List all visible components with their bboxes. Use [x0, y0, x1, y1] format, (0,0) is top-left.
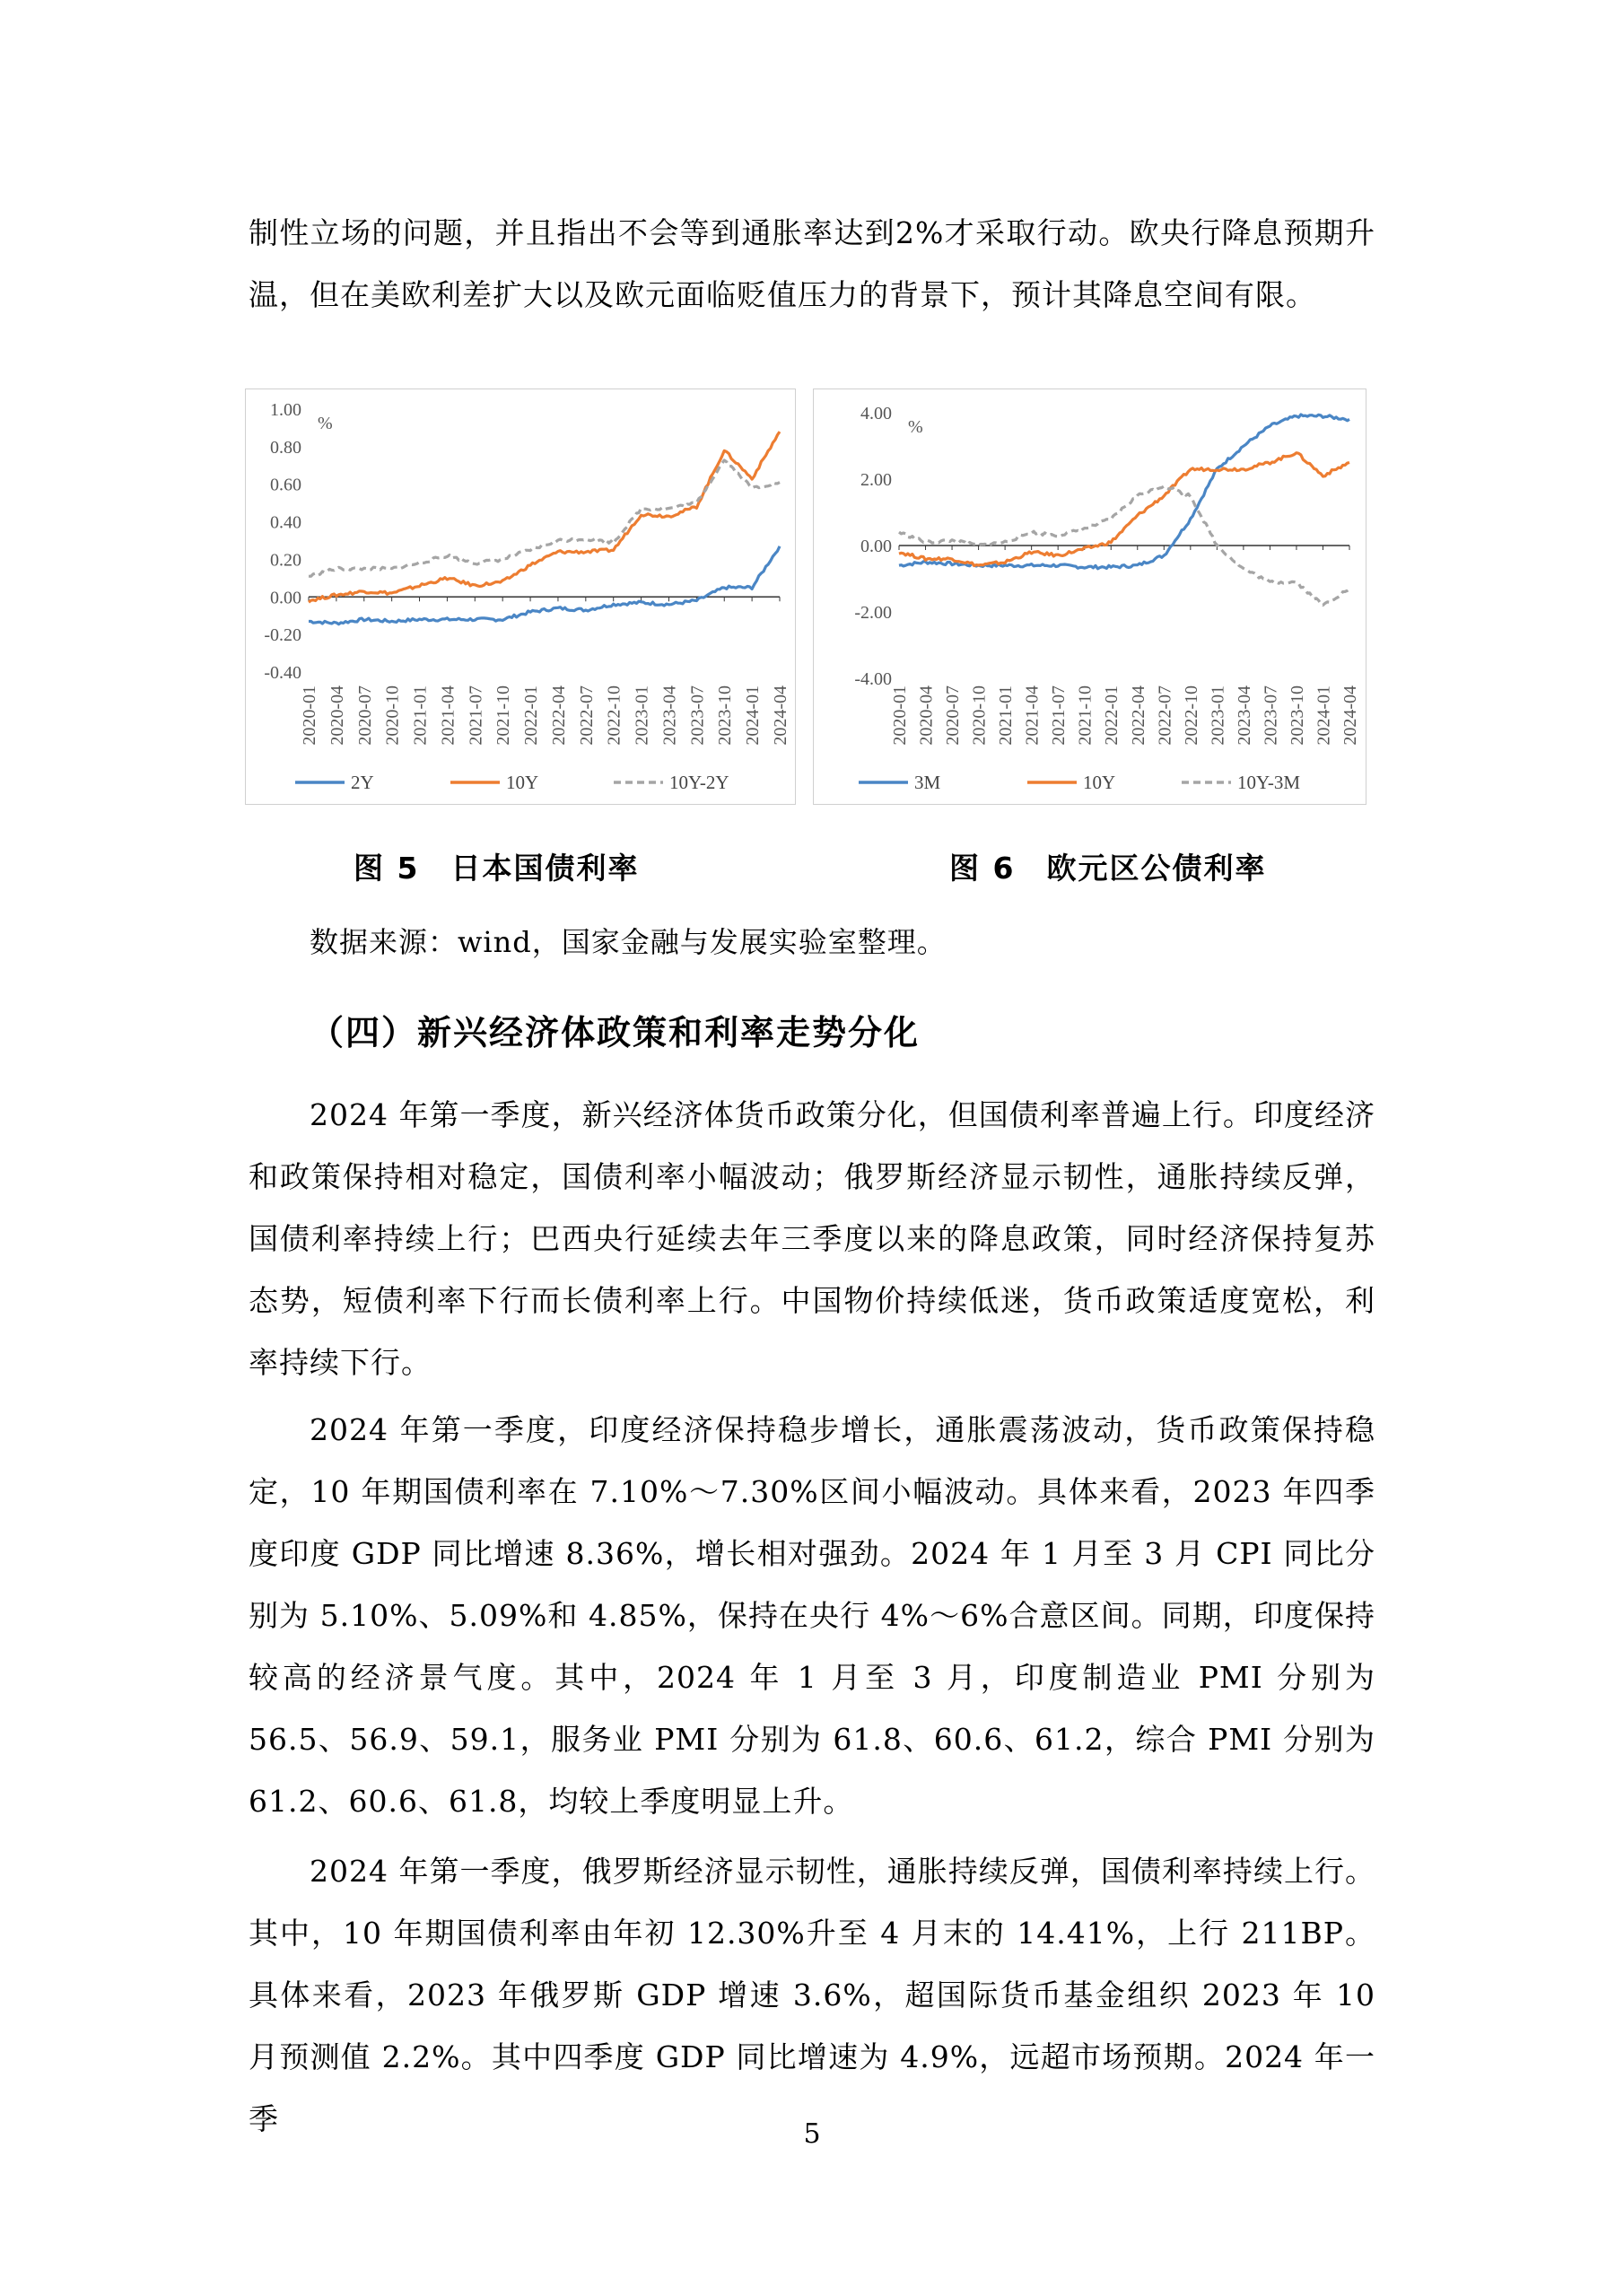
y-tick-label: 0.00 [860, 537, 892, 556]
x-tick-label: 2021-07 [466, 685, 486, 746]
series-line-10Y [309, 432, 780, 602]
figure6-chart [813, 389, 1366, 805]
figure5-caption: 图 5 日本国债利率 [354, 851, 640, 886]
x-tick-label: 2022-07 [1155, 685, 1175, 746]
page-number: 5 [803, 2118, 821, 2150]
y-tick-label: -4.00 [854, 669, 892, 689]
x-tick-label: 2023-01 [1208, 685, 1228, 746]
body-paragraph-2: 2024 年第一季度，印度经济保持稳步增长，通胀震荡波动，货币政策保持稳定，10 年期国债利率在 7.10%～7.30%区间小幅波动。具体来看，2023 年四季度印度 GDP 同比增速 8.36%，增长相对强劲。2024 年 1 月至 3 月 CPI 同比分别为 5.10%、5.09%和 4.85%，保持在央行 4%～6%合意区间。同期，印度保持较高的经济景气度。其中，2024 年 1 月至 3 月，印度制造业 PMI 分别为 56.5、56.9、59.1，服务业 PMI 分别为 61.8、60.6、61.2，综合 PMI 分别为 61.2、60.6、61.8，均较上季度明显上升。 [249, 1412, 1375, 1819]
legend-label-10Y-2Y: 10Y-2Y [669, 772, 729, 793]
series-line-10Y [899, 453, 1349, 566]
x-tick-label: 2021-10 [1075, 685, 1096, 746]
x-tick-label: 2020-01 [300, 685, 319, 746]
figure5-svg [246, 389, 795, 804]
figure6-caption: 图 6 欧元区公债利率 [949, 851, 1267, 886]
x-tick-label: 2023-01 [632, 685, 652, 746]
legend-label-10Y: 10Y [1083, 772, 1116, 793]
x-tick-label: 2022-07 [576, 685, 597, 746]
body-paragraph-3: 2024 年第一季度，俄罗斯经济显示韧性，通胀持续反弹，国债利率持续上行。其中，10 年期国债利率由年初 12.30%升至 4 月末的 14.41%，上行 211BP。具体来看，2023 年俄罗斯 GDP 增速 3.6%，超国际货币基金组织 2023 年 10 月预测值 2.2%。其中四季度 GDP 同比增速为 4.9%，远超市场预期。2024 年一季 [249, 1854, 1375, 2136]
x-tick-label: 2022-10 [1181, 685, 1201, 746]
y-tick-label: 0.40 [270, 512, 301, 533]
y-unit-label: % [908, 417, 923, 437]
y-tick-label: 2.00 [860, 470, 892, 490]
section-heading: （四）新兴经济体政策和利率走势分化 [310, 1013, 921, 1052]
x-tick-label: 2022-04 [548, 685, 569, 746]
y-tick-label: -0.40 [264, 663, 301, 683]
x-tick-label: 2020-04 [916, 685, 937, 746]
y-tick-label: 0.60 [270, 475, 301, 495]
x-tick-label: 2020-04 [327, 685, 347, 746]
x-tick-label: 2021-07 [1049, 685, 1070, 746]
x-tick-label: 2024-01 [1314, 685, 1334, 746]
x-tick-label: 2023-04 [659, 685, 680, 746]
x-tick-label: 2024-01 [743, 685, 764, 746]
y-tick-label: 1.00 [270, 400, 301, 420]
x-tick-label: 2024-04 [771, 685, 790, 746]
figure6-svg [814, 389, 1366, 804]
intro-paragraph: 制性立场的问题，并且指出不会等到通胀率达到2%才采取行动。欧央行降息预期升温，但在美欧利差扩大以及欧元面临贬值压力的背景下，预计其降息空间有限。 [249, 215, 1375, 312]
x-tick-label: 2021-04 [438, 685, 458, 746]
x-tick-label: 2023-07 [1261, 685, 1281, 746]
x-tick-label: 2023-10 [1287, 685, 1307, 746]
y-unit-label: % [318, 414, 333, 433]
legend-label-10Y: 10Y [506, 772, 539, 793]
x-tick-label: 2023-10 [715, 685, 736, 746]
x-tick-label: 2020-10 [969, 685, 990, 746]
x-tick-label: 2022-01 [1102, 685, 1122, 746]
body-paragraph-1: 2024 年第一季度，新兴经济体货币政策分化，但国债利率普遍上行。印度经济和政策保持相对稳定，国债利率小幅波动；俄罗斯经济显示韧性，通胀持续反弹，国债利率持续上行；巴西央行延续去年三季度以来的降息政策，同时经济保持复苏态势，短债利率下行而长债利率上行。中国物价持续低迷，货币政策适度宽松，利率持续下行。 [249, 1097, 1375, 1380]
y-tick-label: 0.00 [270, 588, 301, 608]
x-tick-label: 2024-04 [1340, 685, 1360, 746]
x-tick-label: 2020-07 [943, 685, 964, 746]
x-tick-label: 2020-07 [354, 685, 375, 746]
legend-label-2Y: 2Y [351, 772, 374, 793]
y-tick-label: -2.00 [854, 603, 892, 623]
figure5-chart [245, 389, 796, 805]
x-tick-label: 2022-01 [521, 685, 542, 746]
x-tick-label: 2022-04 [1128, 685, 1148, 746]
x-tick-label: 2021-04 [1022, 685, 1043, 746]
y-tick-label: 4.00 [860, 404, 892, 423]
data-source: 数据来源：wind，国家金融与发展实验室整理。 [310, 925, 947, 959]
y-tick-label: 0.80 [270, 437, 301, 458]
x-tick-label: 2023-04 [1234, 685, 1254, 746]
x-tick-label: 2021-01 [410, 685, 431, 746]
y-tick-label: -0.20 [264, 625, 301, 646]
x-tick-label: 2020-01 [890, 685, 910, 746]
legend-label-3M: 3M [914, 772, 941, 793]
legend-label-10Y-3M: 10Y-3M [1237, 772, 1301, 793]
x-tick-label: 2022-10 [604, 685, 624, 746]
x-tick-label: 2021-01 [996, 685, 1017, 746]
x-tick-label: 2023-07 [687, 685, 708, 746]
x-tick-label: 2020-10 [382, 685, 403, 746]
x-tick-label: 2021-10 [493, 685, 514, 746]
y-tick-label: 0.20 [270, 550, 301, 571]
